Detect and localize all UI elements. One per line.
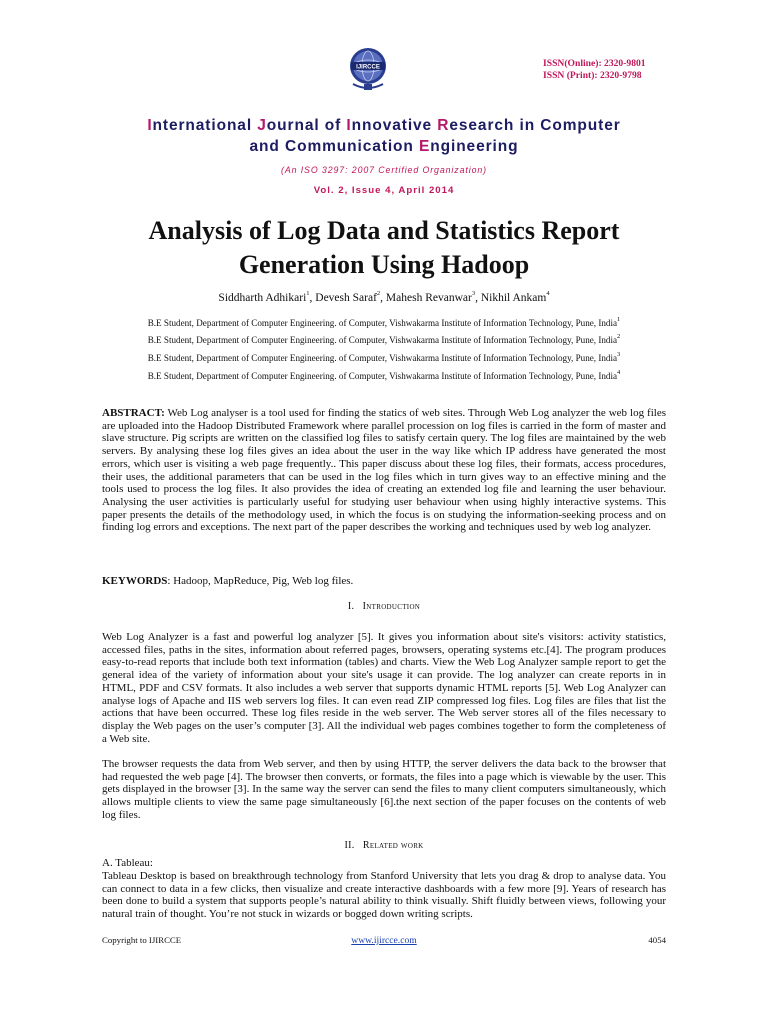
author-name: Siddharth Adhikari <box>218 292 307 304</box>
section-heading-introduction: I. Introduction <box>347 601 421 612</box>
intro-paragraph-1: Web Log Analyzer is a fast and powerful log analyzer [5]. It gives you information about site's visitors: activity statistics, accessed files, paths in the sites, information about referred pages, browsers, operating systems etc.[4]. The program produces easy-to-read reports that include both text information (tables) and charts. View the Web Log Analyzer sample report to get the general idea of the variety of information about your site's usage it can provide. The log analyzer can create reports in in HTML, PDF and CSV formats. It also includes a web server that supports dynamic HTML reports [5]. Web Log Analyzer can analyse logs of Apache and IIS web servers log files. It can even read ZIP compressed log files. Log files are files that list the actions that have been occurred. These log files reside in the web server. The Web server stores all of the files necessary to display the Web pages on the user’s computer [3]. All the individual web pages combines together to form the completeness of a Web site. <box>102 631 666 745</box>
abstract-text: Web Log analyser is a tool used for finding the statics of web sites. Through Web Log analyzer the web log files are uploaded into the Hadoop Distributed Framework where parallel procession on log files is carried in the form of master and slave structure. Pig scripts are written on the classified log files to satisfy certain query. The log files are maintained by the web servers. By analysing these log files gives an idea about the user in the way like which IP address have generated the most errors, which user is visiting a web page frequently.. This paper discuss about these log files, their formats, access procedures, their uses, the additional parameters that can be used in the log files which in turn gives way to an effective mining and the tools used to process the log files. It also provides the idea of creating an extended log file and learning the user behaviour. Analysing the user activities is particularly useful for studying user behaviour when using highly interactive systems. This paper presents the details of the methodology used, in which the focus is on studying the information-seeking process and on finding log errors and exceptions. The next part of the paper describes the working and techniques used by web log analyzer. <box>102 407 666 534</box>
journal-title-word: and Communication <box>249 138 419 155</box>
author-affiliation-marker: 3 <box>471 290 476 297</box>
author-affiliation-marker: 1 <box>306 290 310 297</box>
journal-title-initial: R <box>437 117 450 134</box>
volume-issue: Vol. 2, Issue 4, April 2014 <box>313 185 455 196</box>
author-name: Devesh Saraf <box>315 292 377 304</box>
affiliation-2: B.E Student, Department of Computer Engineering. of Computer, Vishwakarma Institute of Information Technology, Pune, India$^2$ <box>147 333 621 345</box>
journal-title-line2 <box>0 138 768 156</box>
intro-paragraph-2: The browser requests the data from Web server, and then by using HTTP, the server delivers the data back to the browser that had requested the web page [4]. The browser then converts, or formats, the files into a page which is viewable by the user. This gets displayed in the browser [3]. In the same way the server can send the files to many client computers simultaneously, which allows multiple clients to view the same page simultaneously [6].the next section of the paper focuses on the contents of web log files. <box>102 758 666 821</box>
affiliation-3: B.E Student, Department of Computer Engineering. of Computer, Vishwakarma Institute of Information Technology, Pune, India$^3$ <box>147 351 621 363</box>
journal-title-initial: J <box>257 117 267 134</box>
related-work-paragraph: Tableau Desktop is based on breakthrough technology from Stanford University that lets you drag & drop to analyse data. You can connect to data in a few clicks, then visualize and create interactive dashboards with a few more [9]. Years of research has been done to build a system that supports people’s natural ability to think visually. Shift fluidly between views, following your natural train of thought. You’re not stuck in wizards or bogged down writing scripts. <box>102 870 666 921</box>
footer-website-link[interactable]: www.ijircce.com <box>351 935 417 946</box>
keywords-label: KEYWORDS <box>102 575 168 587</box>
iso-certification: (An ISO 3297: 2007 Certified Organization) <box>280 165 487 175</box>
author-list: Siddharth Adhikari$^1$, Devesh Saraf$^2$, Mahesh Revanwar$^3$, Nikhil Ankam$^4$ <box>218 290 550 304</box>
subsection-tableau: A. Tableau: <box>102 857 153 869</box>
journal-title-word: esearch in Computer <box>449 117 621 134</box>
journal-title-word: ournal of <box>266 117 347 134</box>
author-name: Nikhil Ankam <box>480 292 547 304</box>
journal-title-word: nternational <box>152 117 258 134</box>
page-number: 4054 <box>648 935 666 945</box>
affiliation-1: B.E Student, Department of Computer Engineering. of Computer, Vishwakarma Institute of Information Technology, Pune, India$^1$ <box>147 316 621 328</box>
journal-title-line1 <box>0 117 768 135</box>
section-heading-related-work: II. Related work <box>344 840 424 851</box>
keywords <box>102 575 666 588</box>
abstract-label: ABSTRACT: <box>102 407 165 419</box>
footer-copyright: Copyright to IJIRCCE <box>102 935 182 945</box>
author-affiliation-marker: 2 <box>376 290 381 297</box>
journal-title-initial: E <box>419 138 431 155</box>
globe-logo-icon <box>343 44 393 94</box>
author-name: Mahesh Revanwar <box>385 292 472 304</box>
issn-online: ISSN(Online): 2320-9801 <box>543 58 646 69</box>
author-affiliation-marker: 4 <box>546 290 550 297</box>
journal-title-initial: I <box>147 117 153 134</box>
journal-title-word: nnovative <box>351 117 438 134</box>
journal-title-initial: I <box>346 117 352 134</box>
keywords-text: : Hadoop, MapReduce, Pig, Web log files. <box>167 575 354 587</box>
issn-print: ISSN (Print): 2320-9798 <box>543 70 642 81</box>
abstract <box>102 407 666 534</box>
journal-logo <box>343 44 393 94</box>
affiliation-4: B.E Student, Department of Computer Engineering. of Computer, Vishwakarma Institute of Information Technology, Pune, India$^4$ <box>147 369 621 381</box>
paper-title-line2: Generation Using Hadoop <box>238 250 530 279</box>
paper-title-line1: Analysis of Log Data and Statistics Report <box>148 216 620 245</box>
svg-text:IJIRCCE: IJIRCCE <box>356 64 380 71</box>
journal-title-word: ngineering <box>430 138 519 155</box>
